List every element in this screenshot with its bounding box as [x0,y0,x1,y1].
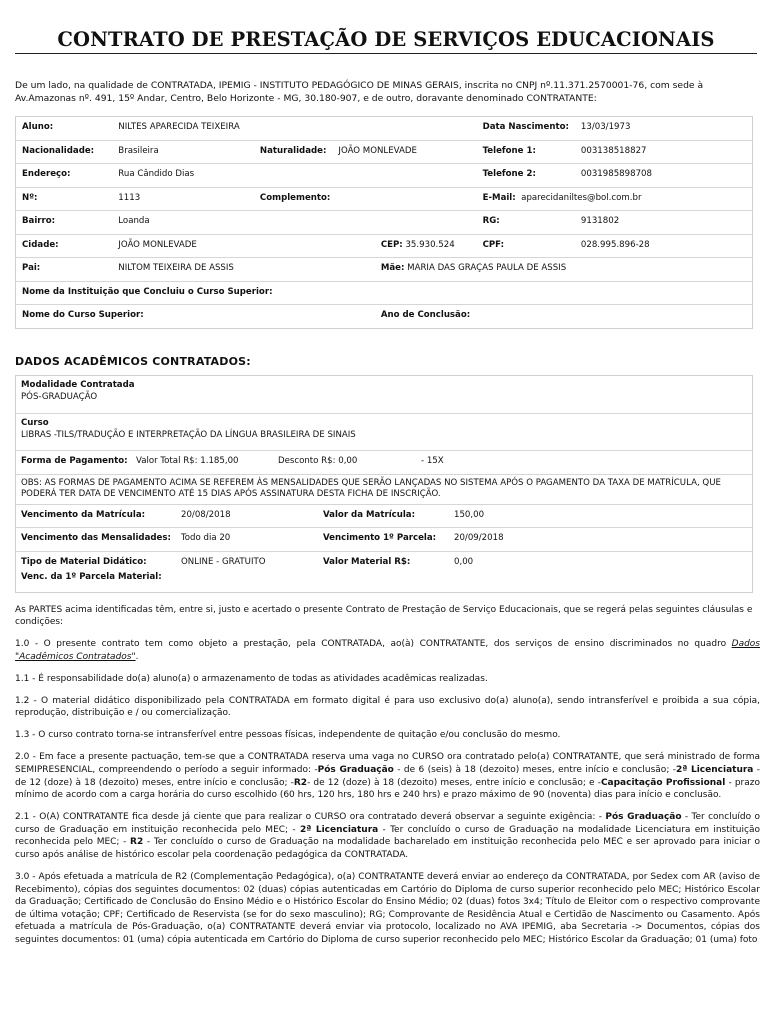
naturalidade-label: Naturalidade: [254,140,333,164]
pai-value: NILTOM TEIXEIRA DE ASSIS [112,258,375,282]
academic-box [15,375,753,593]
licenciatura-term: 2ª Licenciatura [299,824,379,835]
nacionalidade-label: Nacionalidade: [16,140,113,164]
aluno-value: NILTES APARECIDA TEIXEIRA [112,117,476,141]
parcelas: - 15X [421,456,444,467]
clause-2-1-text-c: - Ter concluído o curso de Graduação em instituição reconhecida pelo MEC; - [15,812,760,835]
endereco-label: Endereço: [16,164,113,188]
instituicao-label: Nome da Instituição que Concluiu o Curso Superior: [16,281,753,305]
material-block [16,552,752,592]
clause-1-0 [15,638,760,663]
venc-matricula-label: Vencimento da Matrícula: [21,509,146,520]
table-row [16,211,753,235]
mae-label: Mãe: [380,263,405,274]
endereco-value: Rua Cândido Dias [112,164,476,188]
cep-label: CEP: [380,239,403,250]
aluno-label: Aluno: [16,117,113,141]
clause-1-3: 1.3 - O curso contrato torna-se intransferível entre pessoas físicas, independente de quitação e/ou conclusão do mesmo. [15,730,561,741]
clause-3-0: 3.0 - Após efetuada a matrícula de R2 (Complementação Pedagógica), o(a) CONTRATANTE deverá enviar ao endereço da CONTRATADA, por Sedex com AR (aviso de Recebimento), cópias dos seguintes documentos: 02 (duas) cópias autenticadas em Cartório do Diploma de curso superior reconhecido pelo MEC; Histórico Escolar da Graduação; Certificado de Conclusão do Ensino Médio e o Histórico Escolar do Ensino Médio; 02 (duas) fotos 3x4; Título de Eleitor com o respectivo comprovante de última votação; CPF; Certificado de Reservista (se for do sexo masculino); RG; Comprovante de Residência Atual e Certidão de Nascimento ou Casamento. Após efetuada a matrícula de Pós-Graduação, o(a) CONTRATANTE deverá enviar via protocolo, localizado no AVA IPEMIG, aba Secretaria -> Documentos, cópias dos seguintes documentos: 01 (uma) cópia autenticada em Cartório do Diploma de curso superior reconhecido pelo MEC; Histórico Escolar da Graduação; 01 (uma) foto [15,871,760,945]
rg-value: 9131802 [575,211,753,235]
table-row [16,164,753,188]
clause-2-0-text-i: - prazo mínimo de acordo com a carga horária do curso escolhido (60 hrs, 120 hrs, 180 hrs e 240 hrs) e prazo máximo de 90 (noventa) dias para início e conclusão. [15,777,760,801]
nasc-label: Data Nascimento: [477,117,575,141]
clause-2-1-text-a: 2.1 - O(A) CONTRATANTE fica desde já ciente que para realizar o CURSO ora contratado deverá observar a seguinte exigência: - [15,812,606,823]
clause-2-1 [15,811,760,861]
curso-value: LIBRAS -TILS/TRADUÇÃO E INTERPRETAÇÃO DA LÍNGUA BRASILEIRA DE SINAIS [21,429,356,440]
modalidade-block [16,376,752,414]
intro-paragraph: De um lado, na qualidade de CONTRATADA, IPEMIG - INSTITUTO PEDAGÓGICO DE MINAS GERAIS, inscrita no CNPJ nº.11.371.2570001-76, com sede à Av.Amazonas nº. 491, 15º Andar, Centro, Belo Horizonte - MG, 30.180-907, e de outro, doravante denominado CONTRATANTE: [15,80,704,104]
clauses-intro: As PARTES acima identificadas têm, entre si, justo e acertado o presente Contrato de Prestação de Serviço Educacionais, que se regerá pelas seguintes cláusulas e condições: [15,604,753,628]
bairro-label: Bairro: [16,211,113,235]
clause-1-0-text: 1.0 - O presente contrato tem como objeto a prestação, pela CONTRATADA, ao(à) CONTRATANTE, dos serviços de ensino discriminados no quadro [15,639,732,650]
clause-2-0-text-e: - de 12 (doze) à 18 (dezoito) meses, entre início e conclusão; - [15,764,761,788]
tipo-material-value: ONLINE - GRATUITO [181,556,266,567]
email-cell [477,187,753,211]
clause-1-2: 1.2 - O material didático disponibilizado pela CONTRATADA em formato digital é para uso exclusivo do(a) aluno(a), sendo intransferível e proibida a sua cópia, reprodução, distribuição e / ou comercialização. [15,695,760,719]
pai-label: Pai: [16,258,113,282]
valor-matricula-value: 150,00 [454,509,485,520]
pagamento-label: Forma de Pagamento: [21,456,128,467]
valor-material-label: Valor Material R$: [323,556,411,567]
venc-1-parcela-material-label: Venc. da 1º Parcela Material: [21,571,162,582]
numero-label: Nº: [16,187,113,211]
capacitacao-term: Capacitação Profissional [600,777,726,788]
clause-2-0 [15,751,760,801]
curso-block [16,414,752,451]
telefone2-value: 0031985898708 [575,164,753,188]
telefone1-value: 003138518827 [575,140,753,164]
venc-mensalidades-value: Todo dia 20 [181,533,231,544]
clause-1-0-end: . [135,651,139,662]
email-value: aparecidaniltes@bol.com.br [521,192,642,203]
dados-academicos-link: Dados "Acadêmicos Contratados" [15,639,760,662]
venc-1-parcela-label: Vencimento 1º Parcela: [323,533,437,544]
modalidade-label: Modalidade Contratada [21,379,135,390]
pos-graduacao-term: Pós Graduação [317,764,394,775]
cpf-value: 028.995.896-28 [575,234,753,258]
pagamento-row [16,451,752,475]
valor-material-value: 0,00 [454,556,474,567]
obs-block [16,475,752,505]
numero-value: 1113 [112,187,254,211]
venc-1-parcela-value: 20/09/2018 [454,533,504,544]
mae-value: MARIA DAS GRAÇAS PAULA DE ASSIS [407,263,567,274]
r2-term: R2 [293,777,308,788]
r2-term: R2 [130,837,144,848]
curso-superior-label: Nome do Curso Superior: [22,310,144,321]
mae-cell [375,258,753,282]
complemento-label: Complemento: [254,187,477,211]
valor-total: Valor Total R$: 1.185,00 [136,456,239,467]
page-title: CONTRATO DE PRESTAÇÃO DE SERVIÇOS EDUCACIONAIS [15,0,757,54]
cidade-value: JOÃO MONLEVADE [112,234,375,258]
clauses [15,604,760,947]
naturalidade-value: JOÃO MONLEVADE [332,140,476,164]
table-row [16,258,753,282]
pos-graduacao-term: Pós Graduação [605,812,682,823]
mensalidades-row [16,528,752,552]
academic-section-title: DADOS ACADÊMICOS CONTRATADOS: [15,354,251,368]
cep-value: 35.930.524 [405,239,455,250]
material-row [21,557,747,569]
table-row [16,117,753,141]
bairro-value: Loanda [112,211,476,235]
cep-cell [375,234,477,258]
ano-conclusao-label: Ano de Conclusão: [380,310,471,321]
email-label: E-Mail: [482,192,516,203]
nasc-value: 13/03/1973 [575,117,753,141]
clause-2-0-text-c: - de 6 (seis) à 18 (dezoito) meses, entre início e conclusão; - [393,764,676,775]
desconto: Desconto R$: 0,00 [278,456,358,467]
table-row [16,140,753,164]
telefone1-label: Telefone 1: [477,140,575,164]
licenciatura-term: 2ª Licenciatura [675,764,754,775]
obs-text: OBS: AS FORMAS DE PAGAMENTO ACIMA SE REFEREM ÀS MENSALIDADES QUE SERÃO LANÇADAS NO SISTEMA APÓS O PAGAMENTO DA TAXA DE MATRÍCULA, QUE PODERÁ TER DATA DE VENCIMENTO ATÉ 15 DIAS APÓS ASSINATURA DESTA FICHA DE INSCRIÇÃO. [21,477,721,500]
contract-page [15,0,761,946]
table-row [16,281,753,305]
clause-2-1-text-e: - Ter concluído o curso de Graduação na modalidade Licenciatura em instituição reconhecida pelo MEC; - [15,824,760,848]
student-info-table [15,116,753,329]
clause-1-1: 1.1 - É responsabilidade do(a) aluno(a) o armazenamento de todas as atividades acadêmicas realizadas. [15,673,488,684]
curso-label: Curso [21,417,49,428]
venc-matricula-value: 20/08/2018 [181,509,231,520]
matricula-row [16,505,752,528]
table-row [16,187,753,211]
cidade-label: Cidade: [16,234,113,258]
table-row [16,305,753,329]
valor-matricula-label: Valor da Matrícula: [323,509,416,520]
telefone2-label: Telefone 2: [477,164,575,188]
venc-mensalidades-label: Vencimento das Mensalidades: [21,533,171,544]
modalidade-value: PÓS-GRADUAÇÃO [21,391,98,402]
table-row [16,234,753,258]
clause-2-0-text-g: - de 12 (doze) à 18 (dezoito) meses, entre início e conclusão; e - [307,777,601,788]
nacionalidade-value: Brasileira [112,140,254,164]
clause-2-1-text-g: - Ter concluído o curso de Graduação na modalidade bacharelado em instituição reconhecida pelo MEC e ser aprovado para iniciar o curso após análise de histórico escolar pela coordenação pedagógica da CONTRATADA. [15,837,760,860]
cpf-label: CPF: [477,234,575,258]
rg-label: RG: [477,211,575,235]
tipo-material-label: Tipo de Material Didático: [21,556,147,567]
clause-2-0-text-a: 2.0 - Em face a presente pactuação, tem-se que a CONTRATADA reserva uma vaga no CURSO ora contratado pelo(a) CONTRATANTE, que será ministrado de forma SEMIPRESENCIAL, compreendendo o período a seguir informado: - [15,752,760,775]
